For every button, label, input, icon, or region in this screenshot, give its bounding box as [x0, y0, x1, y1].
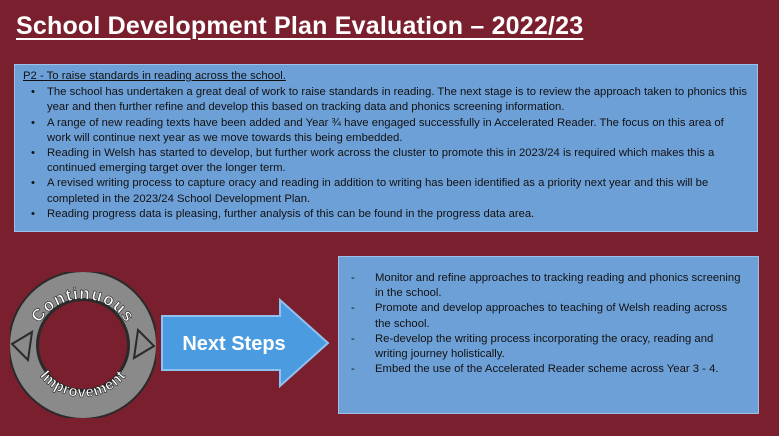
evaluation-box [14, 64, 758, 232]
next-steps-box [338, 256, 759, 414]
evaluation-point: • Reading in Welsh has started to develop, but further work across the cluster to promote this in 2023/24 is required which makes this a continued emerging target over the longer term. [47, 146, 749, 176]
next-step-item: - Re-develop the writing process incorporating the oracy, reading and writing journey holistically. [375, 332, 744, 362]
next-step-item: - Monitor and refine approaches to tracking reading and phonics screening in the school. [375, 271, 744, 301]
next-steps-arrow [160, 298, 330, 388]
badge-bottom-text: Improvement [36, 367, 130, 402]
page-title: School Development Plan Evaluation – 2022/23 [16, 12, 584, 40]
evaluation-point: • A range of new reading texts have been added and Year ¾ have engaged successfully in Accelerated Reader. The focus on this area of work will continue next year as we move towards this being embedded. [47, 116, 749, 146]
continuous-improvement-badge [10, 272, 156, 418]
next-steps-list [347, 271, 744, 377]
evaluation-point: • The school has undertaken a great deal of work to raise standards in reading. The next stage is to review the approach taken to phonics this year and then further refine and develop this based on tracking data and phonics screening information. [47, 85, 749, 115]
evaluation-point: • Reading progress data is pleasing, further analysis of this can be found in the progress data area. [47, 207, 749, 222]
evaluation-list [23, 85, 749, 222]
priority-heading: P2 - To raise standards in reading across the school. [23, 70, 286, 82]
next-steps-label: Next Steps [182, 333, 286, 355]
next-step-item: - Promote and develop approaches to teaching of Welsh reading across the school. [375, 301, 744, 331]
badge-top-text: Continuous [27, 283, 139, 326]
evaluation-point: • A revised writing process to capture oracy and reading in addition to writing has been identified as a priority next year and this will be completed in the 2023/24 School Development Plan. [47, 176, 749, 206]
next-step-item: - Embed the use of the Accelerated Reader scheme across Year 3 - 4. [375, 362, 744, 377]
